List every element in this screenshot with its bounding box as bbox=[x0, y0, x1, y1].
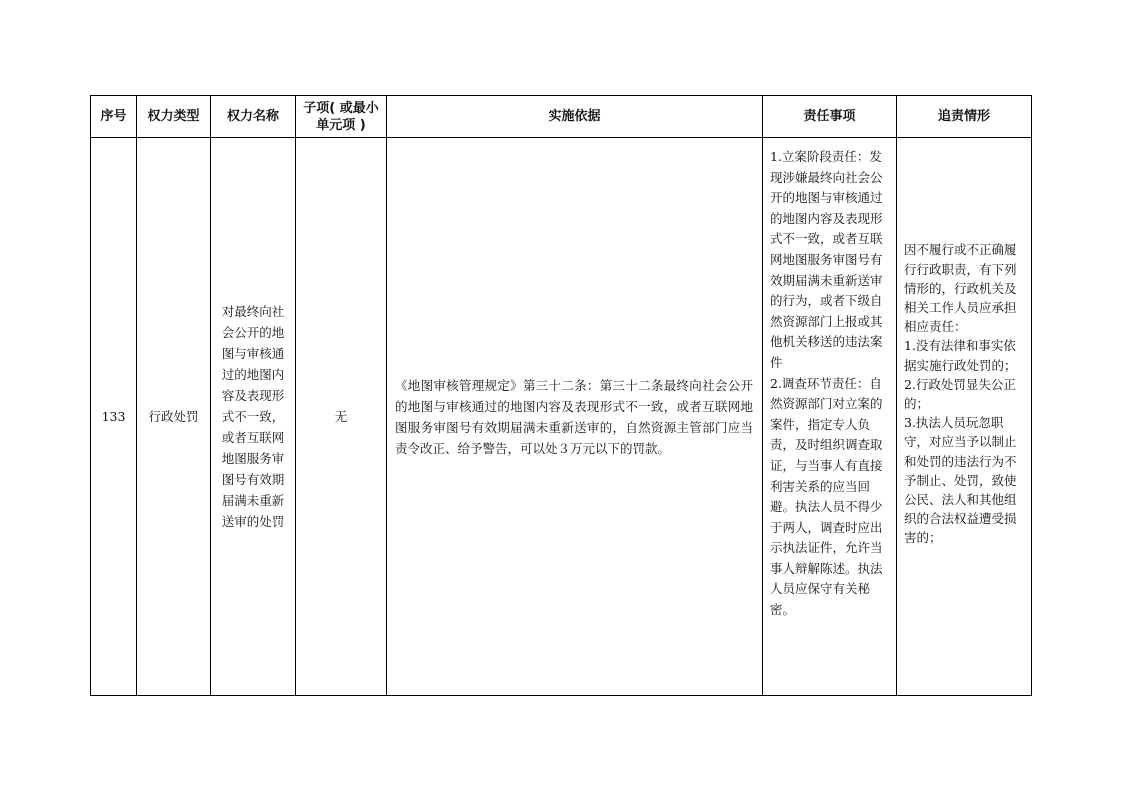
cell-sub-item: 无 bbox=[296, 138, 387, 696]
table-header-row bbox=[91, 96, 1032, 138]
power-list-table bbox=[90, 95, 1032, 696]
cell-power-type: 行政处罚 bbox=[137, 138, 211, 696]
power-name-text: 对最终向社会公开的地图与审核通过的地图内容及表现形式不一致，或者互联网地图服务审图号有效期届满未重新送审的处罚 bbox=[221, 304, 285, 529]
header-power-type: 权力类型 bbox=[137, 96, 211, 138]
accountability-item: 3.执法人员玩忽职守，对应当予以制止和处罚的违法行为不予制止、处罚，致使公民、法人和其他组织的合法权益遭受损害的； bbox=[904, 415, 1017, 546]
header-power-name: 权力名称 bbox=[211, 96, 296, 138]
header-responsibilities: 责任事项 bbox=[763, 96, 897, 138]
header-seq: 序号 bbox=[91, 96, 137, 138]
basis-text: 《地图审核管理规定》第三十二条：第三十二条最终向社会公开的地图与审核通过的地图内容及表现形式不一致，或者互联网地图服务审图号有效期届满未重新送审的，自然资源主管部门应当责令改正、给予警告，可以处３万元以下的罚款。 bbox=[395, 377, 753, 456]
header-accountability: 追责情形 bbox=[897, 96, 1032, 138]
header-basis: 实施依据 bbox=[387, 96, 763, 138]
responsibility-item: 2.调查环节责任：自然资源部门对立案的案件，指定专人负责，及时组织调查取证，与当事人有直接利害关系的应当回避。执法人员不得少于两人，调查时应出示执法证件，允许当事人辩解陈述。执法人员应保守有关秘密。 bbox=[770, 375, 883, 618]
accountability-item: 2.行政处罚显失公正的； bbox=[904, 376, 1016, 411]
responsibility-item: 1.立案阶段责任：发现涉嫌最终向社会公开的地图与审核通过的地图内容及表现形式不一致，或者互联网地图服务审图号有效期届满未重新送审的行为，或者下级自然资源部门上报或其他机关移送的违法案件 bbox=[770, 149, 883, 370]
header-sub-item bbox=[296, 96, 387, 138]
cell-responsibilities bbox=[763, 138, 897, 696]
cell-accountability bbox=[897, 138, 1032, 696]
accountability-item: 1.没有法律和事实依据实施行政处罚的； bbox=[904, 338, 1017, 373]
accountability-item: 因不履行或不正确履行行政职责，有下列情形的，行政机关及相关工作人员应承担相应责任： bbox=[904, 242, 1017, 335]
cell-basis bbox=[387, 138, 763, 696]
cell-power-name bbox=[211, 138, 296, 696]
table-row bbox=[91, 138, 1032, 696]
cell-seq: 133 bbox=[91, 138, 137, 696]
header-sub-item-text: 子项( 或最小单元项 ) bbox=[303, 100, 379, 133]
